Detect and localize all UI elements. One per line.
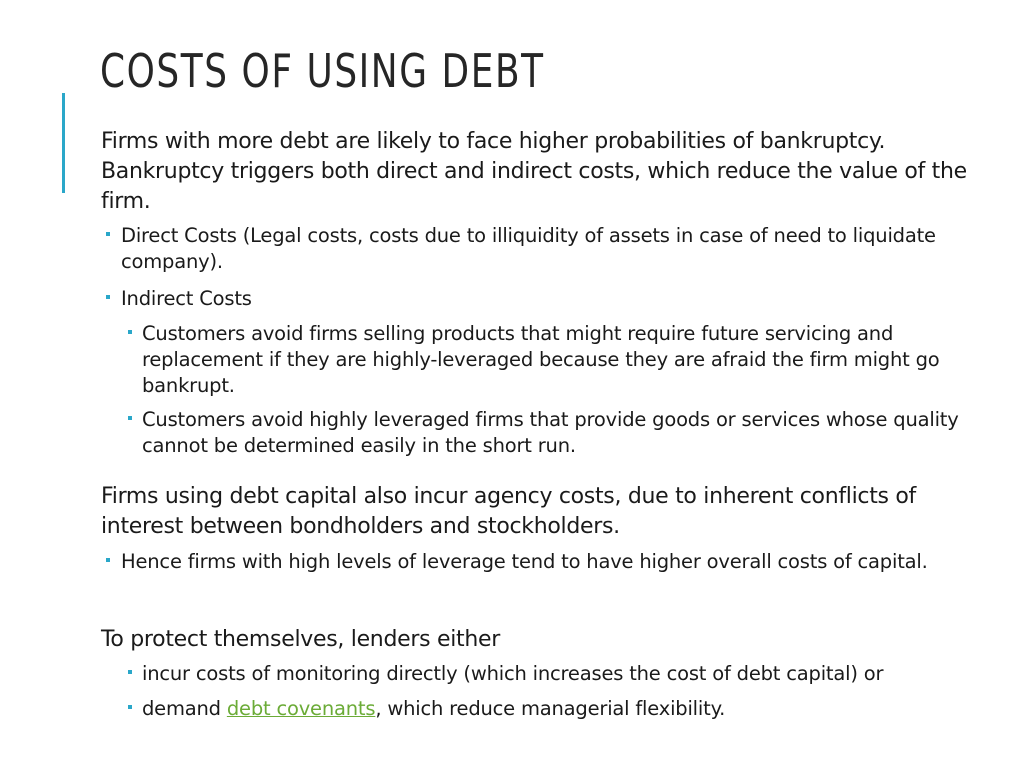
sub-bullet-covenants bbox=[142, 696, 982, 722]
sub-bullet-quality: Customers avoid highly leveraged firms that provide goods or services whose quality cannot be determined easily in the short run. bbox=[142, 408, 959, 457]
bullet-marker bbox=[106, 558, 110, 562]
bullet-marker bbox=[128, 330, 132, 334]
covenants-prefix: demand bbox=[142, 697, 227, 720]
accent-bar bbox=[62, 93, 65, 193]
covenants-suffix: , which reduce managerial flexibility. bbox=[375, 697, 726, 720]
debt-covenants-link[interactable]: debt covenants bbox=[226, 697, 376, 720]
bullet-indirect-costs: Indirect Costs bbox=[121, 287, 252, 310]
sub-bullet-servicing: Customers avoid firms selling products that might require future servicing and replacement if they are highly-leveraged because they are afraid the firm might go bankrupt. bbox=[142, 322, 940, 397]
sub-bullet-monitoring: incur costs of monitoring directly (which increases the cost of debt capital) or bbox=[142, 662, 884, 685]
bullet-marker bbox=[128, 705, 132, 709]
paragraph-agency-costs: Firms using debt capital also incur agency costs, due to inherent conflicts of interest between bondholders and stockholders. bbox=[101, 484, 917, 539]
paragraph-lenders: To protect themselves, lenders either bbox=[101, 627, 500, 652]
page-title: COSTS OF USING DEBT bbox=[100, 44, 545, 98]
bullet-leverage-costs: Hence firms with high levels of leverage tend to have higher overall costs of capital. bbox=[121, 550, 928, 573]
bullet-marker bbox=[106, 295, 110, 299]
bullet-marker bbox=[106, 232, 110, 236]
bullet-marker bbox=[128, 670, 132, 674]
bullet-marker bbox=[128, 416, 132, 420]
paragraph-bankruptcy: Firms with more debt are likely to face higher probabilities of bankruptcy. Bankruptcy triggers both direct and indirect costs, which reduce the value of the firm. bbox=[101, 129, 967, 214]
bullet-direct-costs: Direct Costs (Legal costs, costs due to illiquidity of assets in case of need to liquidate company). bbox=[121, 224, 936, 273]
